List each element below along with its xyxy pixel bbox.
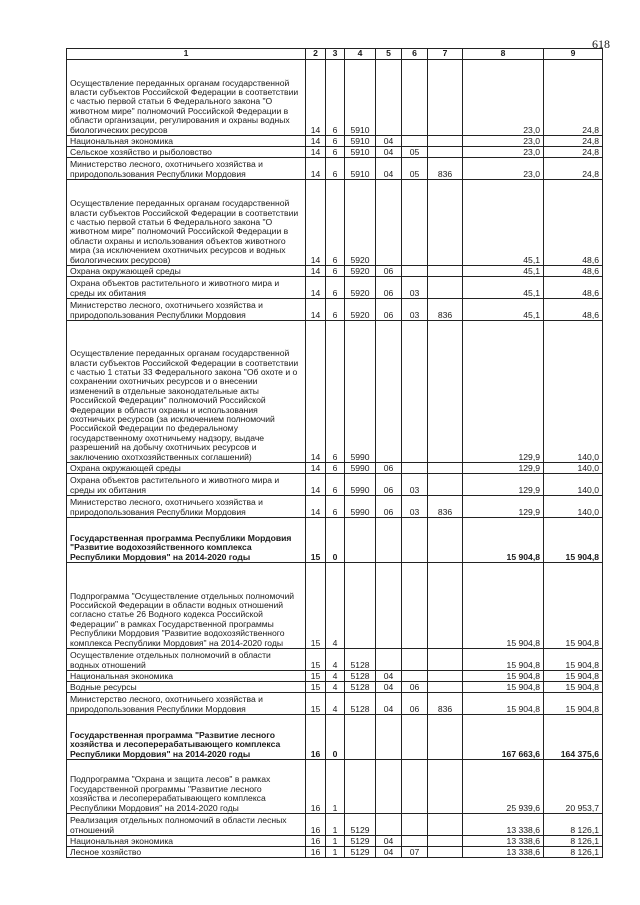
amount-year-1: 129,9 xyxy=(463,321,544,463)
subsection xyxy=(402,715,428,760)
subsection xyxy=(402,266,428,277)
subsection: 05 xyxy=(402,158,428,180)
code-c: 5910 xyxy=(345,136,376,147)
table-row xyxy=(67,277,603,299)
item-name: Министерство лесного, охотничьего хозяйства и природопользования Республики Мордовия xyxy=(67,158,306,180)
amount-year-2: 48,6 xyxy=(544,266,603,277)
section xyxy=(376,60,402,136)
amount-year-1: 15 904,8 xyxy=(463,671,544,682)
column-header: 2 xyxy=(306,49,326,60)
agency-code xyxy=(428,518,463,563)
code-a: 14 xyxy=(306,60,326,136)
agency-code xyxy=(428,671,463,682)
code-c: 5128 xyxy=(345,693,376,715)
code-b: 4 xyxy=(326,563,345,649)
table-row xyxy=(67,474,603,496)
agency-code xyxy=(428,266,463,277)
code-b: 1 xyxy=(326,847,345,858)
budget-table xyxy=(66,48,603,858)
section: 04 xyxy=(376,136,402,147)
subsection xyxy=(402,563,428,649)
subsection: 03 xyxy=(402,299,428,321)
section: 06 xyxy=(376,299,402,321)
section: 04 xyxy=(376,147,402,158)
code-a: 14 xyxy=(306,277,326,299)
amount-year-2: 15 904,8 xyxy=(544,649,603,671)
agency-code: 836 xyxy=(428,693,463,715)
code-c: 5129 xyxy=(345,847,376,858)
agency-code xyxy=(428,321,463,463)
subsection: 03 xyxy=(402,474,428,496)
amount-year-2: 24,8 xyxy=(544,158,603,180)
subsection xyxy=(402,649,428,671)
agency-code xyxy=(428,847,463,858)
item-name: Государственная программа "Развитие лесного хозяйства и лесоперерабатывающего комплекса Республики Мордовия" на 2014-2020 годы xyxy=(67,715,306,760)
agency-code xyxy=(428,463,463,474)
item-name: Сельское хозяйство и рыболовство xyxy=(67,147,306,158)
agency-code xyxy=(428,60,463,136)
amount-year-2: 140,0 xyxy=(544,321,603,463)
amount-year-1: 13 338,6 xyxy=(463,847,544,858)
code-c: 5129 xyxy=(345,836,376,847)
column-header: 4 xyxy=(345,49,376,60)
subsection xyxy=(402,463,428,474)
section xyxy=(376,563,402,649)
agency-code xyxy=(428,682,463,693)
code-a: 16 xyxy=(306,814,326,836)
amount-year-2: 140,0 xyxy=(544,463,603,474)
column-header: 5 xyxy=(376,49,402,60)
code-b: 4 xyxy=(326,671,345,682)
item-name: Подпрограмма "Осуществление отдельных полномочий Российской Федерации в области водных отношений согласно статье 26 Водного кодекса Российской Федерации" в рамках Государственной программы Республики Мордовия "Развитие водохозяйственного комплекса Республики Мордовия" на 2014-2020 годы xyxy=(67,563,306,649)
table-row xyxy=(67,682,603,693)
agency-code xyxy=(428,814,463,836)
code-a: 14 xyxy=(306,180,326,266)
table-row xyxy=(67,321,603,463)
table-row xyxy=(67,158,603,180)
column-header: 3 xyxy=(326,49,345,60)
amount-year-1: 23,0 xyxy=(463,158,544,180)
item-name: Национальная экономика xyxy=(67,836,306,847)
agency-code xyxy=(428,649,463,671)
table-header-row xyxy=(67,49,603,60)
code-c: 5990 xyxy=(345,496,376,518)
item-name: Осуществление переданных органам государственной власти субъектов Российской Федерации в соответствии с частью первой статьи 6 Федерального закона "О животном мире" полномочий Российской Федерации в области организации, регулирования и охраны водных биологических ресурсов xyxy=(67,60,306,136)
column-header: 8 xyxy=(463,49,544,60)
subsection xyxy=(402,814,428,836)
amount-year-1: 45,1 xyxy=(463,277,544,299)
subsection: 05 xyxy=(402,147,428,158)
code-c: 5128 xyxy=(345,671,376,682)
amount-year-1: 13 338,6 xyxy=(463,814,544,836)
subsection xyxy=(402,671,428,682)
code-c: 5920 xyxy=(345,277,376,299)
subsection xyxy=(402,321,428,463)
amount-year-2: 8 126,1 xyxy=(544,847,603,858)
code-c xyxy=(345,715,376,760)
item-name: Осуществление переданных органам государственной власти субъектов Российской Федерации в соответствии с частью первой статьи 6 Федерального закона "О животном мире" полномочий Российской Федерации в области охраны и использования объектов животного мира (за исключением охотничьих ресурсов и водных биологических ресурсов) xyxy=(67,180,306,266)
amount-year-2: 48,6 xyxy=(544,277,603,299)
amount-year-1: 129,9 xyxy=(463,463,544,474)
agency-code xyxy=(428,563,463,649)
code-c: 5129 xyxy=(345,814,376,836)
code-c: 5910 xyxy=(345,60,376,136)
code-a: 14 xyxy=(306,321,326,463)
column-header: 7 xyxy=(428,49,463,60)
subsection: 06 xyxy=(402,682,428,693)
code-c xyxy=(345,760,376,814)
item-name: Лесное хозяйство xyxy=(67,847,306,858)
code-c xyxy=(345,518,376,563)
code-a: 15 xyxy=(306,682,326,693)
amount-year-2: 164 375,6 xyxy=(544,715,603,760)
code-b: 4 xyxy=(326,649,345,671)
amount-year-2: 8 126,1 xyxy=(544,836,603,847)
amount-year-1: 45,1 xyxy=(463,299,544,321)
item-name: Осуществление отдельных полномочий в области водных отношений xyxy=(67,649,306,671)
amount-year-2: 15 904,8 xyxy=(544,518,603,563)
agency-code xyxy=(428,474,463,496)
table-row xyxy=(67,715,603,760)
code-a: 16 xyxy=(306,836,326,847)
code-b: 6 xyxy=(326,321,345,463)
table-row xyxy=(67,180,603,266)
amount-year-1: 15 904,8 xyxy=(463,518,544,563)
code-c: 5920 xyxy=(345,299,376,321)
agency-code: 836 xyxy=(428,496,463,518)
subsection xyxy=(402,60,428,136)
section: 04 xyxy=(376,836,402,847)
table-row xyxy=(67,693,603,715)
item-name: Министерство лесного, охотничьего хозяйства и природопользования Республики Мордовия xyxy=(67,693,306,715)
page-number: 618 xyxy=(592,37,610,51)
amount-year-1: 13 338,6 xyxy=(463,836,544,847)
code-a: 16 xyxy=(306,847,326,858)
section xyxy=(376,649,402,671)
code-a: 15 xyxy=(306,671,326,682)
code-c: 5990 xyxy=(345,474,376,496)
code-b: 6 xyxy=(326,158,345,180)
item-name: Осуществление переданных органам государственной власти субъектов Российской Федерации в соответствии с частью 1 статьи 33 Федерального закона "Об охоте и о сохранении охотничьих ресурсов и о внесении изменений в отдельные законодательные акты Российской Федерации" полномочий Российской Федерации в области охраны и использования охотничьих ресурсов (за исключением полномочий Российской Федерации по федеральному государственному охотничьему надзору, выдаче разрешений на добычу охотничьих ресурсов и заключению охотхозяйственных соглашений) xyxy=(67,321,306,463)
amount-year-1: 23,0 xyxy=(463,147,544,158)
code-c: 5920 xyxy=(345,266,376,277)
section: 04 xyxy=(376,693,402,715)
amount-year-2: 140,0 xyxy=(544,496,603,518)
amount-year-2: 24,8 xyxy=(544,60,603,136)
table-row xyxy=(67,847,603,858)
column-header: 9 xyxy=(544,49,603,60)
code-a: 15 xyxy=(306,518,326,563)
item-name: Национальная экономика xyxy=(67,136,306,147)
code-a: 14 xyxy=(306,299,326,321)
code-c: 5128 xyxy=(345,649,376,671)
agency-code: 836 xyxy=(428,158,463,180)
code-c: 5990 xyxy=(345,321,376,463)
item-name: Охрана окружающей среды xyxy=(67,463,306,474)
column-header: 6 xyxy=(402,49,428,60)
amount-year-1: 15 904,8 xyxy=(463,682,544,693)
code-a: 16 xyxy=(306,760,326,814)
table-row xyxy=(67,136,603,147)
code-b: 6 xyxy=(326,180,345,266)
code-b: 4 xyxy=(326,682,345,693)
amount-year-1: 129,9 xyxy=(463,474,544,496)
amount-year-2: 20 953,7 xyxy=(544,760,603,814)
code-a: 16 xyxy=(306,715,326,760)
code-c: 5910 xyxy=(345,147,376,158)
amount-year-2: 24,8 xyxy=(544,147,603,158)
agency-code xyxy=(428,136,463,147)
subsection xyxy=(402,518,428,563)
subsection: 03 xyxy=(402,496,428,518)
section: 06 xyxy=(376,496,402,518)
subsection: 06 xyxy=(402,693,428,715)
code-b: 6 xyxy=(326,299,345,321)
code-b: 6 xyxy=(326,136,345,147)
code-b: 6 xyxy=(326,463,345,474)
amount-year-1: 23,0 xyxy=(463,136,544,147)
code-c: 5920 xyxy=(345,180,376,266)
section xyxy=(376,760,402,814)
section xyxy=(376,715,402,760)
item-name: Охрана объектов растительного и животного мира и среды их обитания xyxy=(67,474,306,496)
code-b: 6 xyxy=(326,277,345,299)
agency-code: 836 xyxy=(428,299,463,321)
table-row xyxy=(67,463,603,474)
amount-year-2: 8 126,1 xyxy=(544,814,603,836)
code-b: 1 xyxy=(326,814,345,836)
section: 04 xyxy=(376,682,402,693)
subsection: 03 xyxy=(402,277,428,299)
section xyxy=(376,518,402,563)
item-name: Реализация отдельных полномочий в области лесных отношений xyxy=(67,814,306,836)
table-body xyxy=(67,60,603,858)
subsection: 07 xyxy=(402,847,428,858)
section: 06 xyxy=(376,474,402,496)
subsection xyxy=(402,760,428,814)
amount-year-1: 45,1 xyxy=(463,180,544,266)
amount-year-1: 15 904,8 xyxy=(463,563,544,649)
code-a: 14 xyxy=(306,474,326,496)
table-row xyxy=(67,563,603,649)
code-b: 6 xyxy=(326,147,345,158)
table-row xyxy=(67,60,603,136)
code-c: 5910 xyxy=(345,158,376,180)
code-a: 15 xyxy=(306,693,326,715)
section xyxy=(376,180,402,266)
amount-year-1: 25 939,6 xyxy=(463,760,544,814)
amount-year-2: 48,6 xyxy=(544,299,603,321)
code-a: 15 xyxy=(306,563,326,649)
code-a: 14 xyxy=(306,136,326,147)
code-b: 6 xyxy=(326,474,345,496)
amount-year-2: 15 904,8 xyxy=(544,682,603,693)
code-a: 15 xyxy=(306,649,326,671)
code-b: 0 xyxy=(326,715,345,760)
amount-year-1: 129,9 xyxy=(463,496,544,518)
code-a: 14 xyxy=(306,496,326,518)
item-name: Государственная программа Республики Мордовия "Развитие водохозяйственного комплекса Республики Мордовия" на 2014-2020 годы xyxy=(67,518,306,563)
code-c: 5990 xyxy=(345,463,376,474)
item-name: Национальная экономика xyxy=(67,671,306,682)
agency-code xyxy=(428,277,463,299)
code-c: 5128 xyxy=(345,682,376,693)
section: 04 xyxy=(376,847,402,858)
table-row xyxy=(67,649,603,671)
table-row xyxy=(67,299,603,321)
amount-year-1: 15 904,8 xyxy=(463,693,544,715)
table-row xyxy=(67,518,603,563)
subsection xyxy=(402,136,428,147)
section: 06 xyxy=(376,463,402,474)
code-b: 0 xyxy=(326,518,345,563)
code-a: 14 xyxy=(306,463,326,474)
agency-code xyxy=(428,180,463,266)
agency-code xyxy=(428,147,463,158)
code-b: 1 xyxy=(326,836,345,847)
item-name: Водные ресурсы xyxy=(67,682,306,693)
subsection xyxy=(402,180,428,266)
agency-code xyxy=(428,760,463,814)
amount-year-1: 45,1 xyxy=(463,266,544,277)
table-row xyxy=(67,266,603,277)
code-b: 4 xyxy=(326,693,345,715)
section: 06 xyxy=(376,277,402,299)
code-b: 6 xyxy=(326,496,345,518)
section: 04 xyxy=(376,158,402,180)
amount-year-1: 15 904,8 xyxy=(463,649,544,671)
table-row xyxy=(67,836,603,847)
item-name: Охрана окружающей среды xyxy=(67,266,306,277)
code-a: 14 xyxy=(306,158,326,180)
agency-code xyxy=(428,836,463,847)
amount-year-1: 23,0 xyxy=(463,60,544,136)
subsection xyxy=(402,836,428,847)
code-a: 14 xyxy=(306,147,326,158)
table-row xyxy=(67,496,603,518)
item-name: Охрана объектов растительного и животного мира и среды их обитания xyxy=(67,277,306,299)
item-name: Подпрограмма "Охрана и защита лесов" в рамках Государственной программы "Развитие лесного хозяйства и лесоперерабатывающего комплекса Республики Мордовия" на 2014-2020 годы xyxy=(67,760,306,814)
item-name: Министерство лесного, охотничьего хозяйства и природопользования Республики Мордовия xyxy=(67,496,306,518)
table-row xyxy=(67,147,603,158)
code-b: 1 xyxy=(326,760,345,814)
code-b: 6 xyxy=(326,266,345,277)
amount-year-2: 15 904,8 xyxy=(544,563,603,649)
code-b: 6 xyxy=(326,60,345,136)
agency-code xyxy=(428,715,463,760)
table-row xyxy=(67,671,603,682)
amount-year-1: 167 663,6 xyxy=(463,715,544,760)
code-c xyxy=(345,563,376,649)
amount-year-2: 15 904,8 xyxy=(544,671,603,682)
code-a: 14 xyxy=(306,266,326,277)
table-row xyxy=(67,814,603,836)
section: 04 xyxy=(376,671,402,682)
amount-year-2: 48,6 xyxy=(544,180,603,266)
table-row xyxy=(67,760,603,814)
section xyxy=(376,814,402,836)
column-header: 1 xyxy=(67,49,306,60)
amount-year-2: 140,0 xyxy=(544,474,603,496)
amount-year-2: 24,8 xyxy=(544,136,603,147)
section: 06 xyxy=(376,266,402,277)
amount-year-2: 15 904,8 xyxy=(544,693,603,715)
item-name: Министерство лесного, охотничьего хозяйства и природопользования Республики Мордовия xyxy=(67,299,306,321)
section xyxy=(376,321,402,463)
